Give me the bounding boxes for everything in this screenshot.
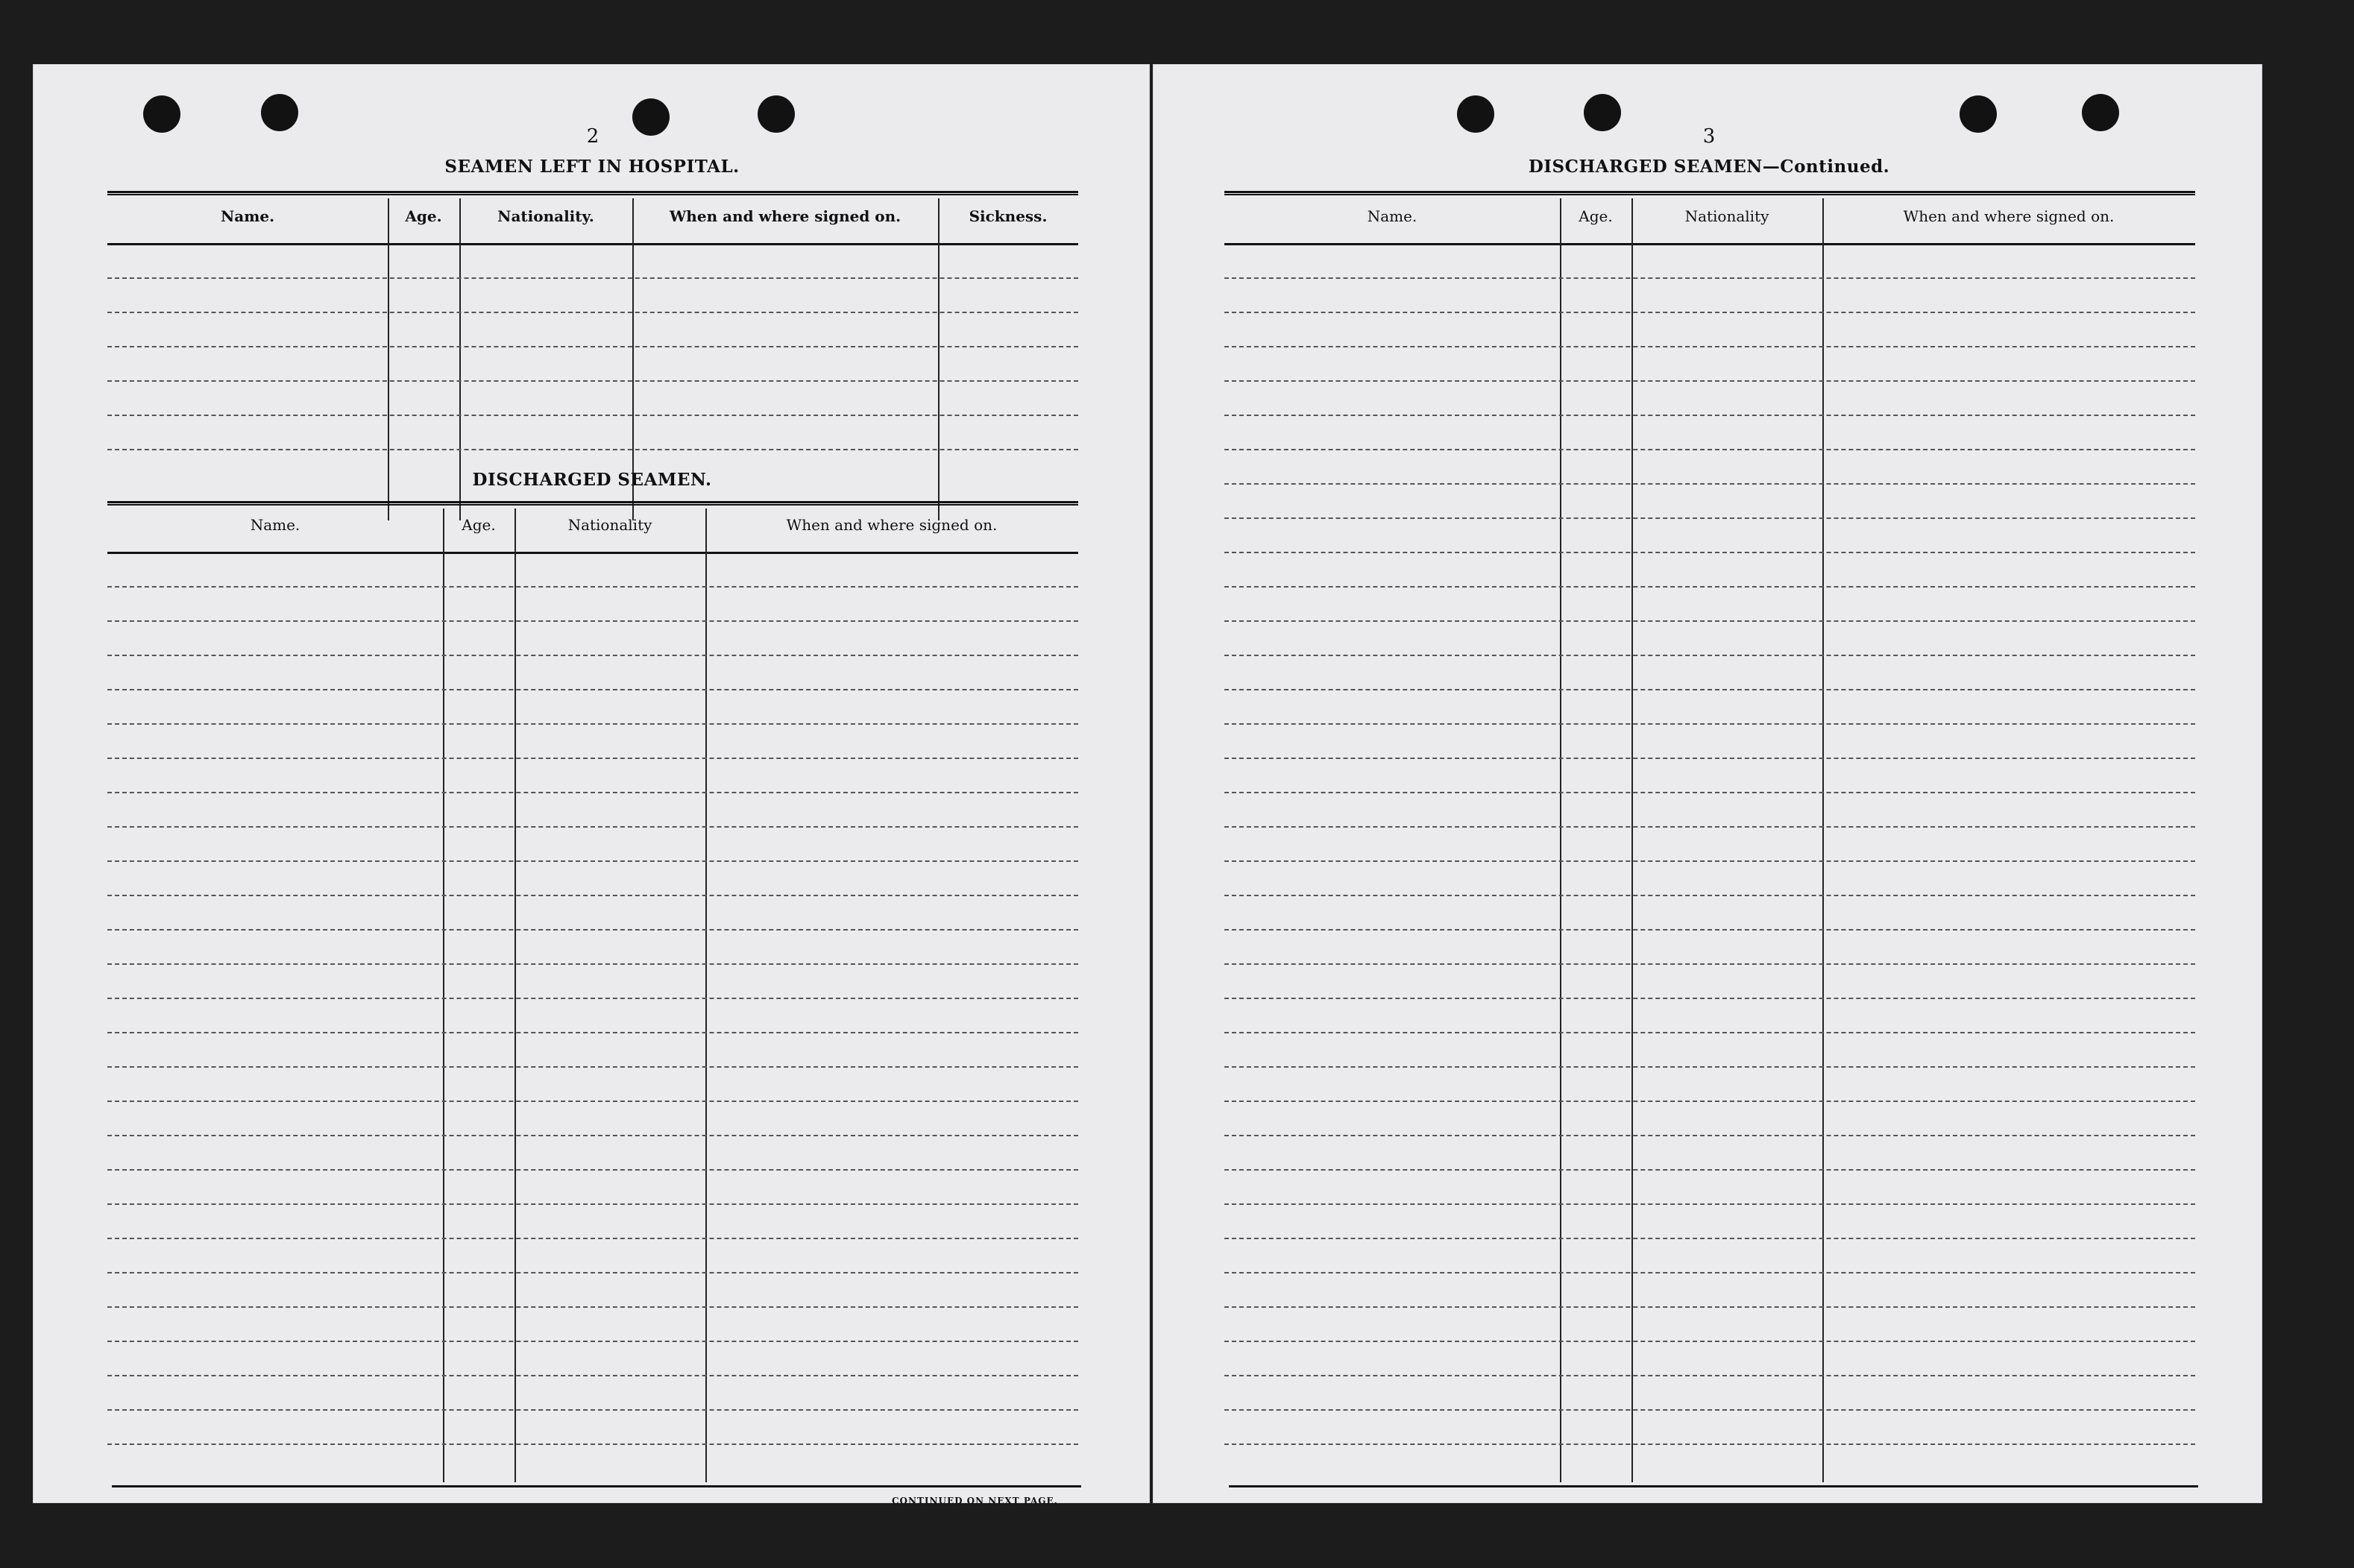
ruled-line xyxy=(1224,655,2195,656)
ruled-line xyxy=(1224,998,2195,999)
ruled-line xyxy=(107,792,1078,793)
ruled-line xyxy=(107,620,1078,622)
discharged-continued-title: DISCHARGED SEAMEN—Continued. xyxy=(1528,157,1890,177)
ruled-line xyxy=(1224,689,2195,690)
ruled-line xyxy=(1224,1203,2195,1205)
col-when-where: When and where signed on. xyxy=(669,207,901,225)
ruled-line xyxy=(1224,449,2195,450)
discharged-top-rule xyxy=(107,501,1078,506)
column-divider xyxy=(388,198,389,520)
ruled-line xyxy=(107,998,1078,999)
ruled-line xyxy=(1224,758,2195,759)
ruled-line xyxy=(107,929,1078,931)
ruled-line xyxy=(1224,929,2195,931)
col-when-where: When and where signed on. xyxy=(786,516,998,534)
ruled-line xyxy=(107,1272,1078,1273)
ruled-line xyxy=(107,380,1078,382)
punch-hole xyxy=(2082,94,2119,131)
ruled-line xyxy=(1224,1066,2195,1068)
ruled-line xyxy=(107,449,1078,450)
ruled-line xyxy=(107,1203,1078,1205)
col-name: Name. xyxy=(220,207,275,225)
ruled-line xyxy=(1224,483,2195,485)
ruled-line xyxy=(1224,1409,2195,1411)
page-number: 2 xyxy=(586,125,599,148)
col-nationality: Nationality. xyxy=(497,207,594,225)
col-nationality: Nationality xyxy=(1684,207,1769,225)
ruled-line xyxy=(107,1066,1078,1068)
ruled-line xyxy=(1224,517,2195,519)
ruled-line xyxy=(1224,1341,2195,1342)
col-age: Age. xyxy=(1579,207,1613,225)
ruled-line xyxy=(1224,346,2195,347)
ruled-line xyxy=(1224,620,2195,622)
hospital-top-rule xyxy=(107,191,1078,195)
column-divider xyxy=(1822,198,1824,1482)
ruled-line xyxy=(1224,792,2195,793)
ruled-line xyxy=(1224,860,2195,862)
ruled-line xyxy=(107,1375,1078,1376)
column-divider xyxy=(1560,198,1561,1482)
ruled-line xyxy=(1224,1375,2195,1376)
ruled-line xyxy=(107,860,1078,862)
ruled-line xyxy=(1224,1135,2195,1136)
col-name: Name. xyxy=(1367,207,1417,225)
ruled-line xyxy=(107,346,1078,347)
ruled-line xyxy=(107,1032,1078,1033)
ruled-line xyxy=(1224,1032,2195,1033)
discharged-section-title: DISCHARGED SEAMEN. xyxy=(472,470,712,490)
punch-hole xyxy=(261,94,298,131)
hospital-section-title: SEAMEN LEFT IN HOSPITAL. xyxy=(444,157,740,177)
ruled-line xyxy=(1224,586,2195,588)
ruled-line xyxy=(107,1443,1078,1445)
punch-hole xyxy=(143,95,180,133)
ruled-line xyxy=(107,586,1078,588)
ruled-line xyxy=(1224,415,2195,416)
ruled-line xyxy=(1224,312,2195,313)
column-divider xyxy=(938,198,940,520)
ruled-line xyxy=(107,689,1078,690)
ruled-line xyxy=(1224,380,2195,382)
ruled-line xyxy=(107,1101,1078,1102)
punch-hole xyxy=(632,98,670,136)
ruled-line xyxy=(1224,723,2195,725)
ruled-line xyxy=(107,1135,1078,1136)
ruled-line xyxy=(1224,1306,2195,1308)
col-age: Age. xyxy=(405,207,442,225)
col-sickness: Sickness. xyxy=(969,207,1048,225)
punch-hole xyxy=(1960,95,1997,133)
ruled-line xyxy=(107,826,1078,828)
page-number: 3 xyxy=(1702,125,1716,148)
ruled-line xyxy=(107,758,1078,759)
ruled-line xyxy=(1224,895,2195,896)
discharged-header-rule xyxy=(107,552,1078,554)
ruled-line xyxy=(107,312,1078,313)
continued-note: CONTINUED ON NEXT PAGE. xyxy=(892,1496,1058,1506)
ruled-line xyxy=(1224,277,2195,279)
ruled-line xyxy=(1224,1272,2195,1273)
ruled-line xyxy=(107,655,1078,656)
ruled-line xyxy=(1224,1169,2195,1171)
punch-hole xyxy=(1584,94,1621,131)
ruled-line xyxy=(1224,963,2195,965)
ruled-line xyxy=(107,1341,1078,1342)
ruled-line xyxy=(107,963,1078,965)
column-divider xyxy=(1631,198,1633,1482)
ruled-line xyxy=(1224,826,2195,828)
ruled-line xyxy=(1224,1443,2195,1445)
col-age: Age. xyxy=(462,516,496,534)
right-page xyxy=(1153,64,2262,1503)
ruled-line xyxy=(107,723,1078,725)
ruled-line xyxy=(1224,1101,2195,1102)
ruled-line xyxy=(107,1169,1078,1171)
ruled-line xyxy=(107,1238,1078,1239)
hospital-header-rule xyxy=(107,243,1078,245)
ruled-line xyxy=(1224,1238,2195,1239)
right-header-rule xyxy=(1224,243,2195,245)
col-nationality: Nationality xyxy=(567,516,652,534)
ruled-line xyxy=(107,415,1078,416)
punch-hole xyxy=(1457,95,1494,133)
col-when-where: When and where signed on. xyxy=(1903,207,2115,225)
punch-hole xyxy=(758,95,795,133)
ruled-line xyxy=(107,1409,1078,1411)
bottom-rule xyxy=(1229,1485,2198,1487)
ruled-line xyxy=(107,277,1078,279)
ruled-line xyxy=(107,1306,1078,1308)
ruled-line xyxy=(107,895,1078,896)
left-page xyxy=(33,64,1150,1506)
ruled-line xyxy=(1224,552,2195,553)
right-top-rule xyxy=(1224,191,2195,195)
col-name: Name. xyxy=(250,516,300,534)
bottom-rule xyxy=(112,1485,1081,1487)
